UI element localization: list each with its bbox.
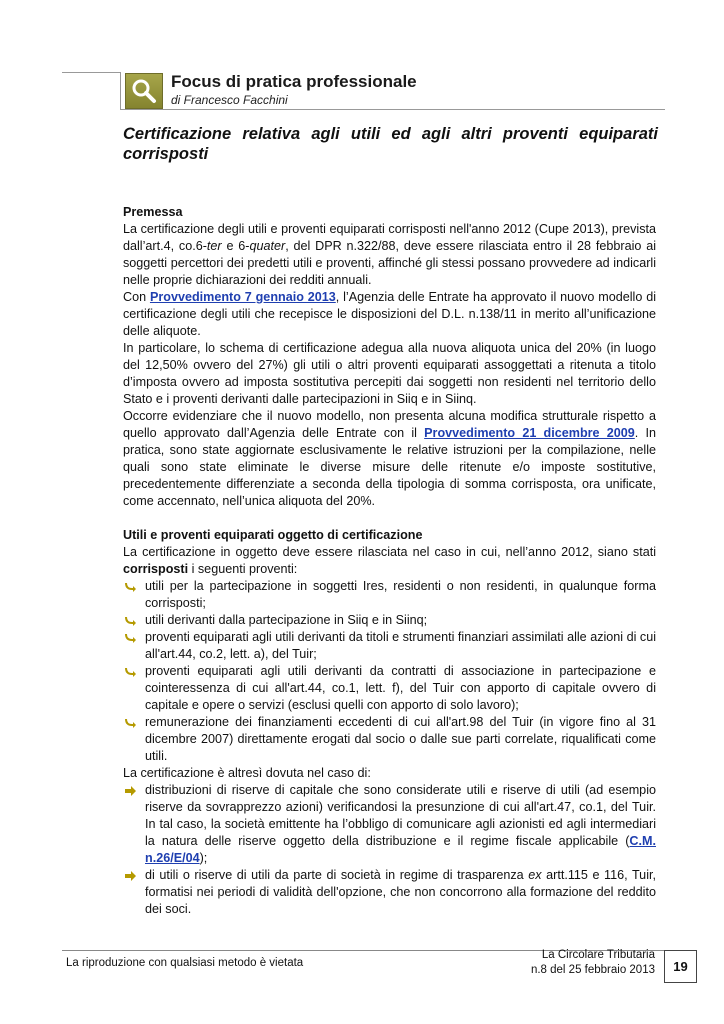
magnifier-icon: [125, 73, 163, 109]
list-item: utili derivanti dalla partecipazione in Siiq e in Siinq;: [123, 612, 656, 629]
curved-arrow-icon: [123, 714, 139, 731]
list-item: proventi equiparati agli utili derivanti da contratti di associazione in partecipazione e cointeressenza di cui all'art.44, co.1, lett. f), del Tuir con apporto di capitale ovvero di capitale e opere o servizi (esclusi quelli con apporto di solo lavoro);: [123, 663, 656, 714]
paragraph: Con Provvedimento 7 gennaio 2013, l’Agenzia delle Entrate ha approvato il nuovo modello di certificazione degli utili che recepisce le disposizioni del D.L. n.138/11 in merito all’unificazione delle aliquote.: [123, 290, 656, 338]
curved-arrow-icon: [123, 629, 139, 646]
list-item: proventi equiparati agli utili derivanti da titoli e strumenti finanziari assimilati alle azioni di cui all'art.44, co.2, lett. a), del Tuir;: [123, 629, 656, 663]
publication-name: La Circolare Tributaria: [541, 949, 655, 961]
copyright-notice: La riproduzione con qualsiasi metodo è vietata: [66, 957, 304, 969]
article-body: [123, 204, 656, 918]
paragraph: In particolare, lo schema di certificazione adegua alla nuova aliquota unica del 20% (in luogo del 12,50% ovvero del 27%) gli utili o altri proventi equiparati assoggettati a ritenuta a titolo d’imposta ovvero ad imposta sostitutiva percepiti dai soggetti non residenti nel territorio dello Stato e i proventi derivanti dalle partecipazioni in Siiq e in Siinq.: [123, 341, 656, 406]
header-rule-vertical: [120, 72, 121, 110]
list-item: di utili o riserve di utili da parte di società in regime di trasparenza ex artt.115 e 116, Tuir, formatisi nei periodi di validità dell'opzione, che non concorrono alla formazione del reddito dei soci.: [123, 867, 656, 918]
curved-arrow-icon: [123, 663, 139, 680]
header-rule-bottom: [120, 109, 665, 110]
heading-utili: Utili e proventi equiparati oggetto di certificazione: [123, 528, 423, 542]
author-line: di Francesco Facchini: [171, 93, 288, 107]
paragraph: La certificazione è altresì dovuta nel caso di:: [123, 766, 371, 780]
document-title: [123, 124, 658, 164]
link-cm-26-e-04[interactable]: C.M. n.26/E/04: [145, 834, 656, 865]
header-rule-top: [62, 72, 120, 73]
arrow-right-icon: [123, 782, 139, 799]
curved-arrow-icon: [123, 612, 139, 629]
proventi-list: [123, 578, 656, 765]
document-title-line2: corrisposti: [123, 145, 209, 163]
publication-info: [500, 948, 655, 978]
publication-issue: n.8 del 25 febbraio 2013: [530, 964, 655, 976]
link-provvedimento-2009[interactable]: Provvedimento 21 dicembre 2009: [424, 426, 635, 440]
list-item: utili per la partecipazione in soggetti Ires, residenti o non residenti, in qualunque forma corrisposti;: [123, 578, 656, 612]
heading-premessa: Premessa: [123, 205, 183, 219]
list-item: remunerazione dei finanziamenti eccedenti di cui all'art.98 del Tuir (in vigore fino al 31 dicembre 2007) direttamente erogati dal socio o dalle sue parti correlate, riqualificati come utili.: [123, 714, 656, 765]
arrow-right-icon: [123, 867, 139, 884]
document-title-line1: Certificazione relativa agli utili ed agli altri proventi equiparati: [123, 125, 658, 143]
altresi-list: [123, 782, 656, 918]
section-title: Focus di pratica professionale: [171, 72, 417, 91]
page-number: 19: [664, 950, 697, 983]
paragraph: Occorre evidenziare che il nuovo modello, non presenta alcuna modifica strutturale rispetto a quello approvato dall’Agenzia delle Entrate con il Provvedimento 21 dicembre 2009. In pratica, sono state aggiornate esclusivamente le relative istruzioni per la compilazione, nelle quali sono state eliminate le diverse misure delle ritenute e/o imposte sostitutive, precedentemente differenziate a seconda della tipologia di somma corrisposta, ora unificate, come accennato, nell’unica aliquota del 20%.: [123, 409, 656, 508]
paragraph: La certificazione in oggetto deve essere rilasciata nel caso in cui, nell’anno 2012, siano stati corrisposti i seguenti proventi:: [123, 545, 656, 576]
link-provvedimento-2013[interactable]: Provvedimento 7 gennaio 2013: [149, 290, 336, 304]
curved-arrow-icon: [123, 578, 139, 595]
paragraph: La certificazione degli utili e proventi equiparati corrisposti nell'anno 2012 (Cupe 2013), prevista dall’art.4, co.6-ter e 6-quater, del DPR n.322/88, deve essere rilasciata entro il 28 febbraio ai soggetti percettori dei predetti utili e proventi, affinché gli stessi possano provvedere ad indicarli nelle proprie dichiarazioni dei redditi annuali.: [123, 222, 657, 287]
list-item: distribuzioni di riserve di capitale che sono considerate utili e riserve di utili (ad esempio riserve da sovrapprezzo azioni) verificandosi la presunzione di cui all'art.47, co.1, del Tuir. In tal caso, la società emittente ha l’obbligo di comunicare agli azionisti ed agli intermediari la natura delle riserve oggetto della distribuzione e il regime fiscale applicabile (C.M. n.26/E/04);: [123, 782, 656, 867]
